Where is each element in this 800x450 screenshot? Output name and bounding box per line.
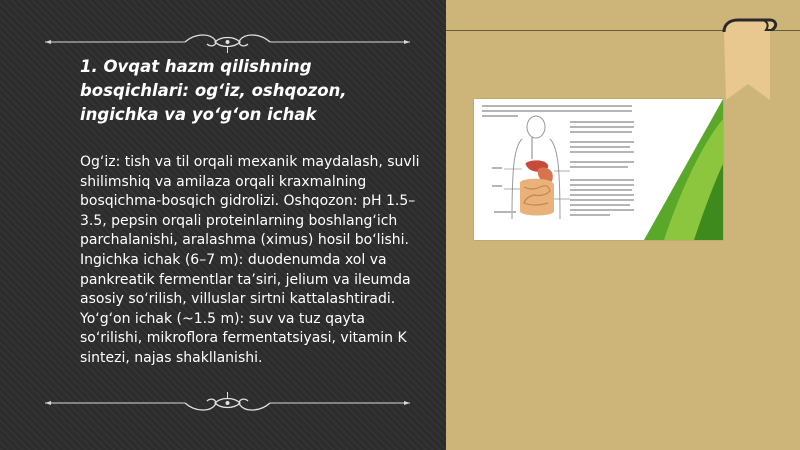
digestive-system-document-image [474,99,723,240]
slide-title: 1. Ovqat hazm qilishning bosqichlari: og‘iz, oshqozon, ingichka va yo‘g‘on ichak [80,57,347,124]
ornament-divider-top [45,31,410,53]
slide-body-text: Og‘iz: tish va til orqali mexanik maydalash, suvli shilimshiq va amilaza orqali kraxmalning bosqichma-bosqich gidrolizi. Oshqozon: pH 1.5–3.5, pepsin orqali proteinlarning boshlang‘ich parchalanishi, aralashma (ximus) hosil bo‘lishi. Ingichka ichak (6–7 m): duodenumda xol va pankreatik fermentlar ta’siri, jelium va ileumda asosiy so‘rilish, villuslar sirtni kattalashtiradi. Yo‘g‘on ichak (~1.5 m): suv va tuz qayta so‘rilishi, mikroflora fermentatsiyasi, vitamin K sintezi, najas shakllanishi. [80,154,420,366]
ornament-divider-bottom [45,392,410,414]
ribbon-bookmark-icon [716,18,778,103]
digestive-system-illustration [474,99,723,240]
